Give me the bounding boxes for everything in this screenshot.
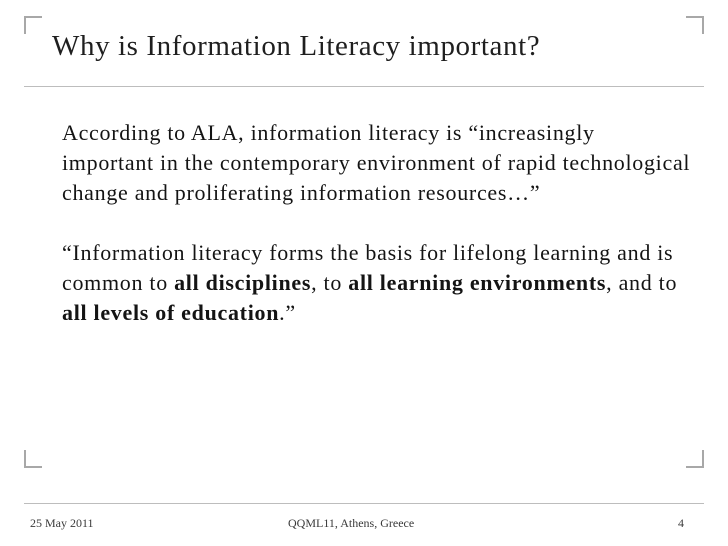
footer-divider bbox=[24, 503, 704, 504]
footer-event: QQML11, Athens, Greece bbox=[288, 516, 415, 530]
slide-title: Why is Information Literacy important? bbox=[52, 30, 541, 62]
title-divider bbox=[24, 86, 704, 87]
quote-text: “Information literacy forms the basis for lifelong learning and is common to bbox=[62, 240, 674, 295]
paragraph-definition-quote bbox=[62, 238, 692, 328]
quote-text: .” bbox=[279, 300, 296, 325]
slide-body bbox=[62, 118, 692, 328]
paragraph-ala-quote: According to ALA, information literacy is “increasingly important in the contemporary environment of rapid technological change and proliferating information resources…” bbox=[62, 120, 691, 205]
emphasis-disciplines: all disciplines bbox=[174, 270, 312, 295]
emphasis-levels-of-education: all levels of education bbox=[62, 300, 280, 325]
footer-date: 25 May 2011 bbox=[30, 516, 94, 530]
quote-text: , to bbox=[311, 270, 349, 295]
slide-number: 4 bbox=[678, 516, 684, 530]
corner-mark-top-left bbox=[24, 16, 42, 34]
emphasis-learning-environments: all learning environments bbox=[348, 270, 607, 295]
corner-mark-top-right bbox=[686, 16, 704, 34]
corner-mark-bottom-left bbox=[24, 450, 42, 468]
corner-mark-bottom-right bbox=[686, 450, 704, 468]
quote-text: , and to bbox=[606, 270, 678, 295]
